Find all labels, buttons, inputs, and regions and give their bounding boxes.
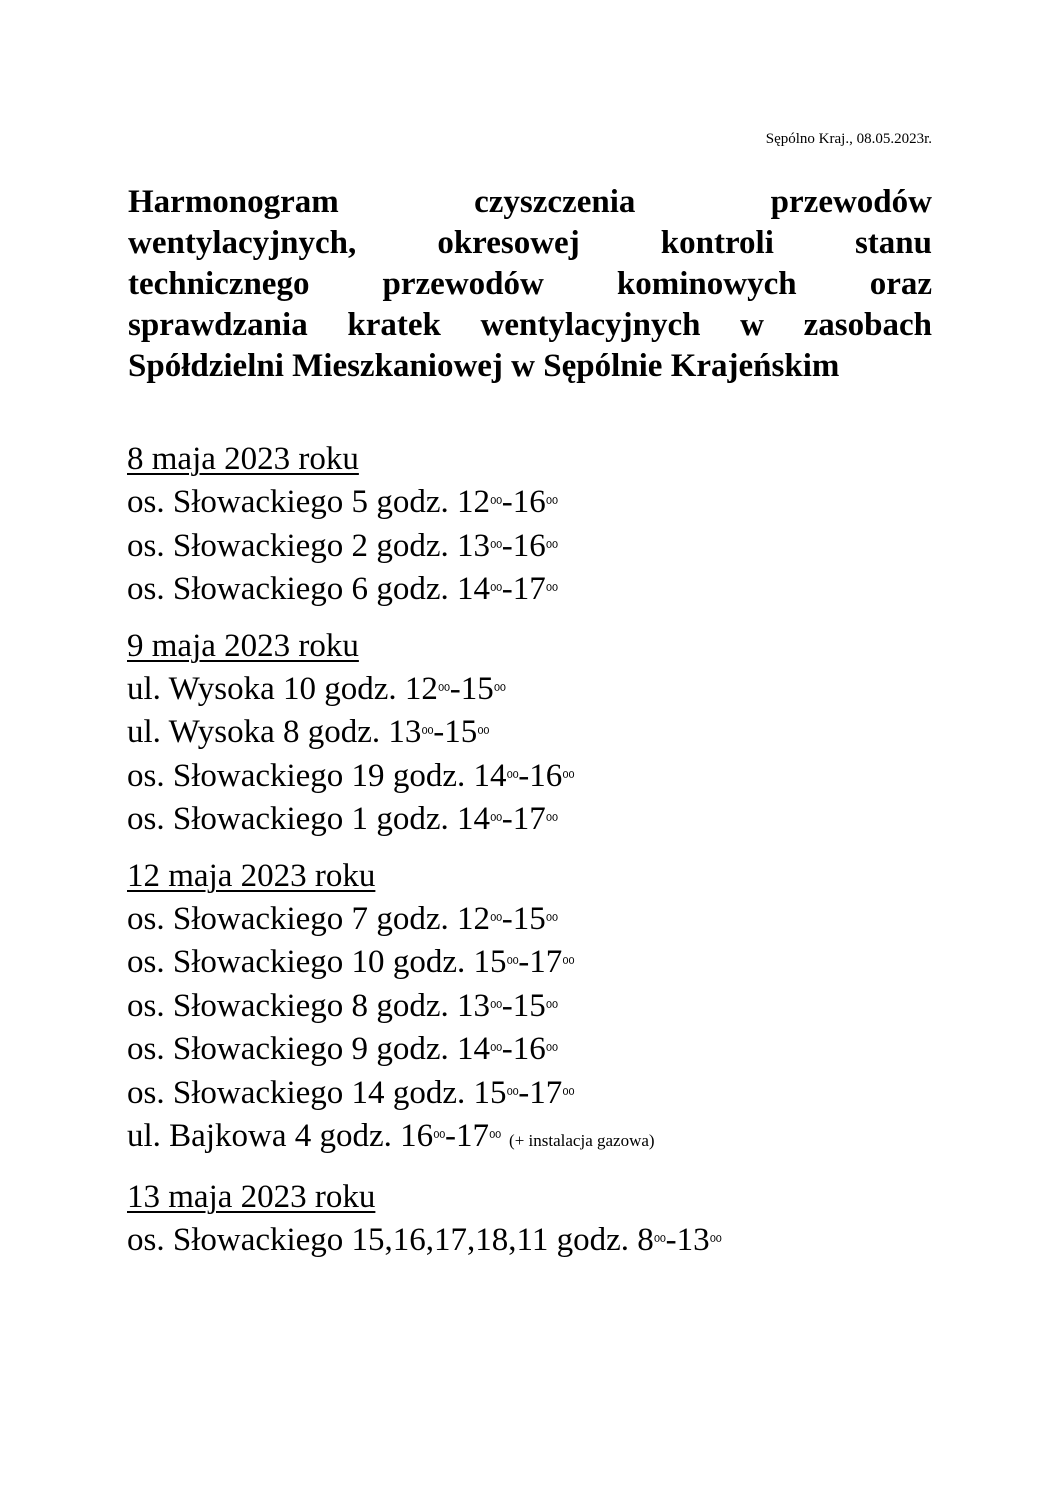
schedule-entry xyxy=(127,898,987,941)
schedule-entry xyxy=(127,755,987,798)
entry-start-minutes: ⁰⁰ xyxy=(489,539,502,557)
entry-time-separator: - xyxy=(449,671,461,708)
entry-time-prefix: godz. xyxy=(376,527,449,564)
schedule-entry xyxy=(127,711,987,754)
schedule-entry xyxy=(127,941,987,984)
entry-time-prefix: godz. xyxy=(392,757,466,794)
entry-start-minutes: ⁰⁰ xyxy=(653,1233,666,1251)
title-line: sprawdzania kratek wentylacyjnych w zasobach xyxy=(128,307,932,343)
entry-time-separator: - xyxy=(501,484,513,521)
entry-location: os. Słowackiego 6 xyxy=(127,571,369,608)
entry-location: os. Słowackiego 19 xyxy=(127,757,385,794)
title-line: Harmonogram czyszczenia przewodów xyxy=(128,184,932,220)
entry-start-hour: 14 xyxy=(456,1031,490,1068)
entry-time-separator: - xyxy=(501,571,513,608)
schedule-entry xyxy=(127,1219,987,1262)
entry-time-prefix: godz. xyxy=(376,801,449,838)
entry-start-minutes: ⁰⁰ xyxy=(489,813,502,831)
schedule-entry xyxy=(127,1115,987,1162)
entry-time-prefix: godz. xyxy=(376,901,449,938)
entry-end-minutes: ⁰⁰ xyxy=(545,496,558,514)
entry-end-minutes: ⁰⁰ xyxy=(545,999,558,1017)
entry-end-minutes: ⁰⁰ xyxy=(545,1043,558,1061)
entry-time-prefix: godz. xyxy=(376,571,449,608)
entry-start-minutes: ⁰⁰ xyxy=(506,769,519,787)
entry-time-separator: - xyxy=(501,987,513,1024)
entry-start-minutes: ⁰⁰ xyxy=(506,1086,519,1104)
entry-end-hour: 15 xyxy=(460,671,494,708)
entry-time-separator: - xyxy=(501,1031,513,1068)
entry-time-prefix: godz. xyxy=(307,714,381,751)
entry-location: os. Słowackiego 9 xyxy=(127,1031,369,1068)
entry-end-hour: 16 xyxy=(512,484,546,521)
schedule-entry xyxy=(127,1072,987,1115)
entry-start-hour: 8 xyxy=(637,1221,654,1258)
entry-time-prefix: godz. xyxy=(324,671,397,708)
entry-location: ul. Wysoka 8 xyxy=(127,714,300,751)
entry-time-separator: - xyxy=(444,1118,456,1155)
entry-note: (+ instalacja gazowa) xyxy=(509,1131,655,1151)
entry-start-hour: 15 xyxy=(473,944,507,981)
entry-start-minutes: ⁰⁰ xyxy=(506,956,519,974)
entry-end-minutes: ⁰⁰ xyxy=(709,1233,722,1251)
schedule-day xyxy=(127,1176,987,1263)
schedule-list xyxy=(127,438,987,1275)
title-line: technicznego przewodów kominowych oraz xyxy=(128,266,932,302)
entry-end-hour: 15 xyxy=(512,987,546,1024)
entry-end-minutes: ⁰⁰ xyxy=(545,913,558,931)
entry-time-prefix: godz. xyxy=(392,1074,466,1111)
entry-location: os. Słowackiego 5 xyxy=(127,484,369,521)
schedule-day xyxy=(127,438,987,612)
entry-end-minutes: ⁰⁰ xyxy=(477,726,490,744)
entry-start-minutes: ⁰⁰ xyxy=(489,913,502,931)
entry-time-prefix: godz. xyxy=(376,987,449,1024)
entry-start-hour: 12 xyxy=(404,671,438,708)
entry-end-minutes: ⁰⁰ xyxy=(545,539,558,557)
entry-location: os. Słowackiego 7 xyxy=(127,901,369,938)
entry-end-hour: 17 xyxy=(529,944,563,981)
entry-start-minutes: ⁰⁰ xyxy=(489,1043,502,1061)
entry-start-hour: 16 xyxy=(400,1118,434,1155)
entry-start-minutes: ⁰⁰ xyxy=(437,683,450,701)
schedule-day xyxy=(127,625,987,842)
entry-end-hour: 17 xyxy=(512,801,546,838)
day-date-heading: 9 maja 2023 roku xyxy=(127,627,359,664)
entry-end-hour: 15 xyxy=(512,901,546,938)
entry-time-separator: - xyxy=(433,714,445,751)
entry-end-minutes: ⁰⁰ xyxy=(488,1130,501,1148)
entry-end-minutes: ⁰⁰ xyxy=(562,1086,575,1104)
schedule-entry xyxy=(127,985,987,1028)
entry-time-separator: - xyxy=(518,757,530,794)
entry-end-minutes: ⁰⁰ xyxy=(545,583,558,601)
schedule-entry xyxy=(127,1028,987,1071)
entry-start-minutes: ⁰⁰ xyxy=(489,999,502,1017)
entry-end-minutes: ⁰⁰ xyxy=(562,956,575,974)
entry-start-hour: 12 xyxy=(456,484,490,521)
entry-time-separator: - xyxy=(501,527,513,564)
place-date: Sępólno Kraj., 08.05.2023r. xyxy=(765,131,932,147)
entry-time-prefix: godz. xyxy=(319,1118,392,1155)
entry-time-separator: - xyxy=(501,901,513,938)
entry-location: os. Słowackiego 10 xyxy=(127,944,385,981)
entry-time-separator: - xyxy=(501,801,513,838)
document-title xyxy=(128,182,932,387)
entry-start-hour: 15 xyxy=(473,1074,507,1111)
entry-end-hour: 16 xyxy=(512,1031,546,1068)
entry-location: os. Słowackiego 2 xyxy=(127,527,369,564)
entry-start-hour: 14 xyxy=(456,801,490,838)
entry-location: os. Słowackiego 8 xyxy=(127,987,369,1024)
entry-location: os. Słowackiego 14 xyxy=(127,1074,385,1111)
entry-start-minutes: ⁰⁰ xyxy=(489,496,502,514)
schedule-entry xyxy=(127,668,987,711)
entry-end-hour: 17 xyxy=(529,1074,563,1111)
entry-end-hour: 16 xyxy=(512,527,546,564)
entry-end-hour: 13 xyxy=(676,1221,710,1258)
schedule-entry xyxy=(127,568,987,611)
entry-start-minutes: ⁰⁰ xyxy=(489,583,502,601)
entry-start-minutes: ⁰⁰ xyxy=(433,1130,445,1148)
entry-end-hour: 16 xyxy=(529,757,563,794)
day-date-heading: 12 maja 2023 roku xyxy=(127,857,376,894)
entry-start-hour: 13 xyxy=(456,527,490,564)
day-date-heading: 8 maja 2023 roku xyxy=(127,441,359,477)
schedule-day xyxy=(127,855,987,1163)
schedule-entry xyxy=(127,798,987,841)
entry-start-hour: 13 xyxy=(456,987,490,1024)
entry-start-hour: 12 xyxy=(456,901,490,938)
entry-end-hour: 17 xyxy=(455,1118,489,1155)
entry-location: os. Słowackiego 15,16,17,18,11 xyxy=(127,1221,549,1258)
entry-time-separator: - xyxy=(518,1074,530,1111)
entry-start-hour: 14 xyxy=(473,757,507,794)
entry-end-minutes: ⁰⁰ xyxy=(545,813,558,831)
day-date-heading: 13 maja 2023 roku xyxy=(127,1178,376,1215)
entry-time-separator: - xyxy=(665,1221,677,1258)
entry-end-hour: 15 xyxy=(444,714,478,751)
entry-end-hour: 17 xyxy=(512,571,546,608)
entry-time-separator: - xyxy=(518,944,530,981)
entry-start-hour: 13 xyxy=(388,714,422,751)
entry-start-hour: 14 xyxy=(456,571,490,608)
entry-time-prefix: godz. xyxy=(376,1031,449,1068)
schedule-entry xyxy=(127,481,987,524)
entry-time-prefix: godz. xyxy=(392,944,466,981)
title-line: wentylacyjnych, okresowej kontroli stanu xyxy=(128,225,932,261)
entry-end-minutes: ⁰⁰ xyxy=(493,683,506,701)
entry-time-prefix: godz. xyxy=(376,484,449,521)
schedule-entry xyxy=(127,525,987,568)
entry-location: ul. Bajkowa 4 xyxy=(127,1118,312,1155)
entry-location: os. Słowackiego 1 xyxy=(127,801,369,838)
entry-location: ul. Wysoka 10 xyxy=(127,671,316,708)
entry-start-minutes: ⁰⁰ xyxy=(421,726,434,744)
title-line: Spółdzielni Mieszkaniowej w Sępólnie Krajeńskim xyxy=(128,348,840,384)
entry-time-prefix: godz. xyxy=(556,1221,629,1258)
entry-end-minutes: ⁰⁰ xyxy=(562,769,575,787)
